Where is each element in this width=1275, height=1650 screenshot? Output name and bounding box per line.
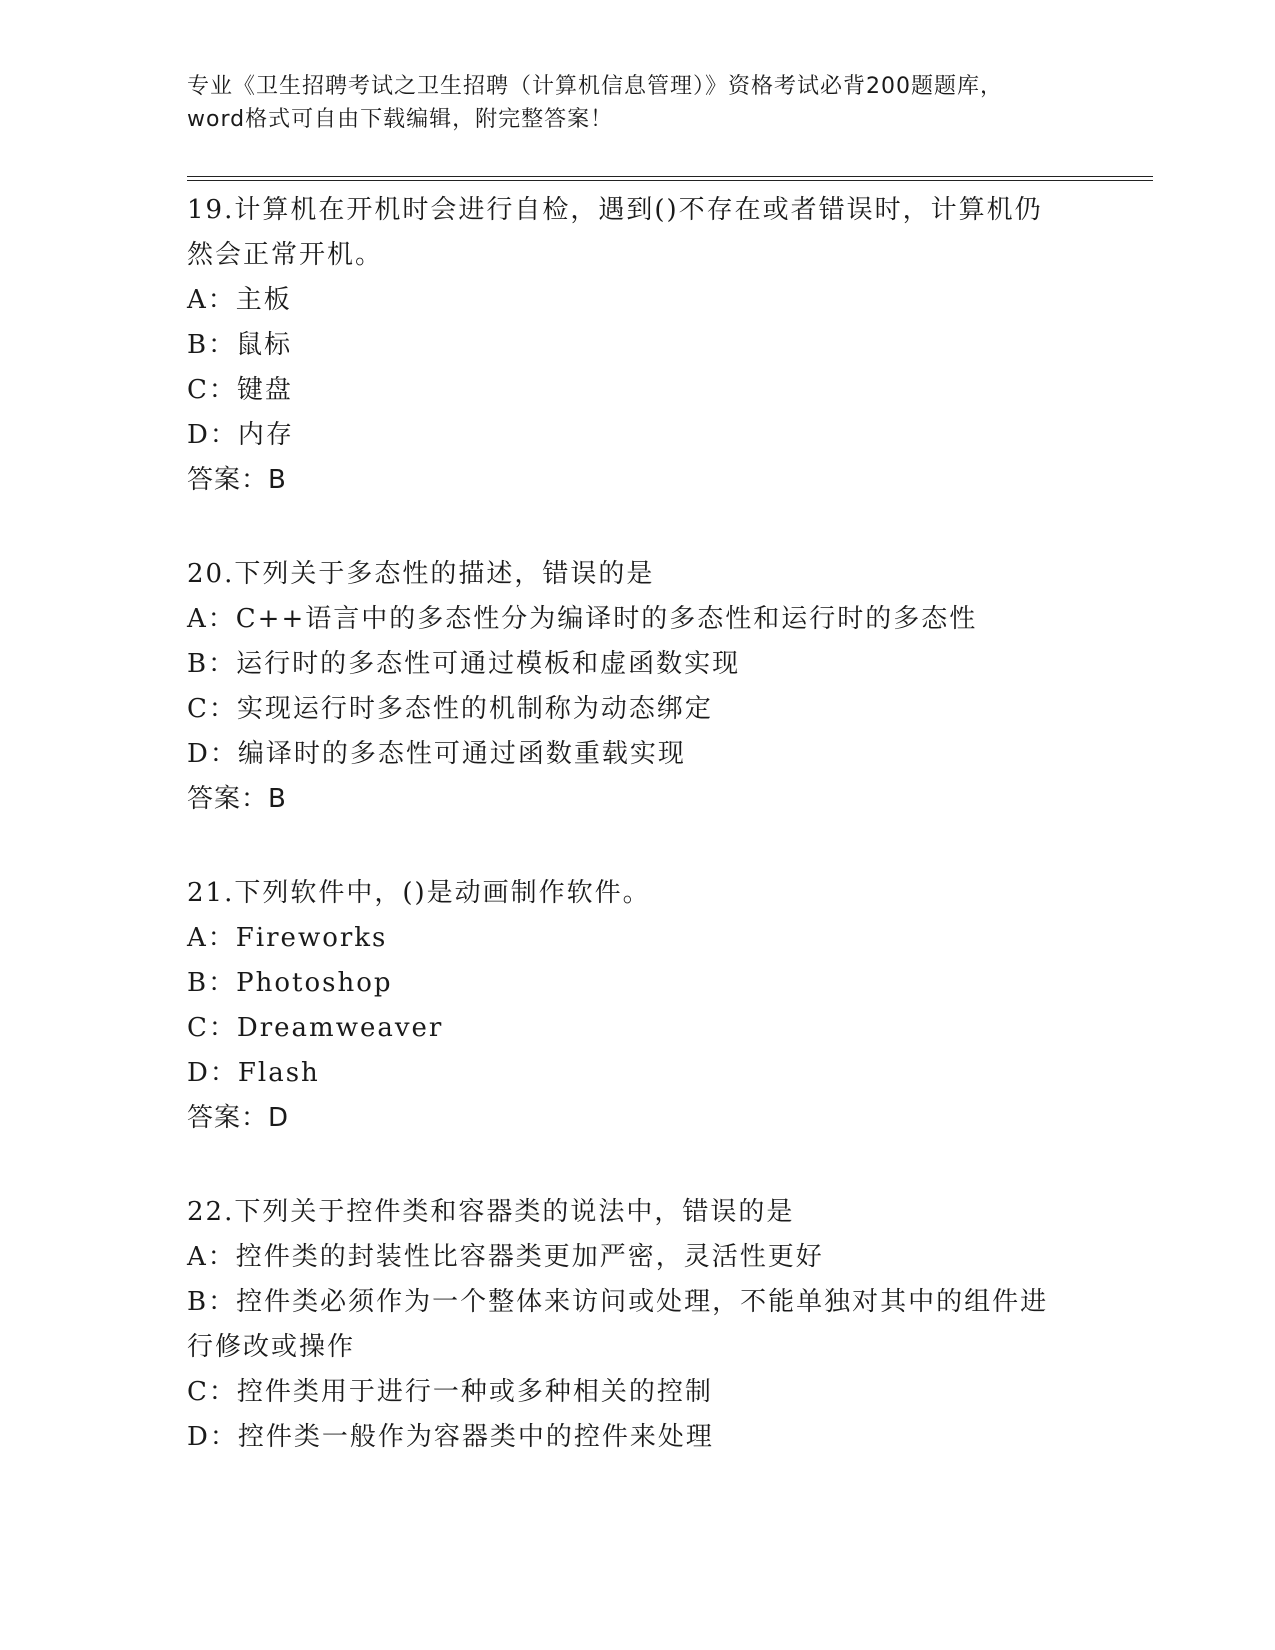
question-stem: 19.计算机在开机时会进行自检，遇到()不存在或者错误时，计算机仍 <box>187 195 1043 225</box>
option-d: D：Flash <box>187 1058 320 1088</box>
option-d: D：内存 <box>187 420 294 450</box>
header-line-2: word格式可自由下载编辑，附完整答案！ <box>187 107 614 132</box>
question-stem: 20.下列关于多态性的描述，错误的是 <box>187 559 655 589</box>
option-a: A：控件类的封装性比容器类更加严密，灵活性更好 <box>187 1242 824 1272</box>
question-stem: 21.下列软件中，()是动画制作软件。 <box>187 878 651 908</box>
question-22 <box>187 1190 1087 1460</box>
option-c: C：控件类用于进行一种或多种相关的控制 <box>187 1377 713 1407</box>
document-header <box>187 70 1087 136</box>
option-a: A：C++语言中的多态性分为编译时的多态性和运行时的多态性 <box>187 604 978 634</box>
answer: 答案：B <box>187 784 287 814</box>
question-stem: 22.下列关于控件类和容器类的说法中，错误的是 <box>187 1197 795 1227</box>
option-b: B：运行时的多态性可通过模板和虚函数实现 <box>187 649 741 679</box>
option-c: C：实现运行时多态性的机制称为动态绑定 <box>187 694 713 724</box>
question-stem: 然会正常开机。 <box>187 240 384 270</box>
answer: 答案：D <box>187 1103 290 1133</box>
question-20 <box>187 552 1087 822</box>
option-d: D：编译时的多态性可通过函数重载实现 <box>187 739 686 769</box>
header-divider <box>187 176 1153 181</box>
option-b: B：Photoshop <box>187 968 393 998</box>
option-b: B：鼠标 <box>187 330 293 360</box>
option-c: C：键盘 <box>187 375 293 405</box>
option-c: C：Dreamweaver <box>187 1013 444 1043</box>
question-21 <box>187 871 1087 1141</box>
option-b-continued: 行修改或操作 <box>187 1332 356 1362</box>
header-line-1: 专业《卫生招聘考试之卫生招聘（计算机信息管理）》资格考试必背200题题库， <box>187 74 1003 99</box>
option-a: A：Fireworks <box>187 923 388 953</box>
answer: 答案：B <box>187 465 287 495</box>
question-19 <box>187 188 1087 503</box>
option-d: D：控件类一般作为容器类中的控件来处理 <box>187 1422 714 1452</box>
option-b: B：控件类必须作为一个整体来访问或处理，不能单独对其中的组件进 <box>187 1287 1049 1317</box>
option-a: A：主板 <box>187 285 292 315</box>
